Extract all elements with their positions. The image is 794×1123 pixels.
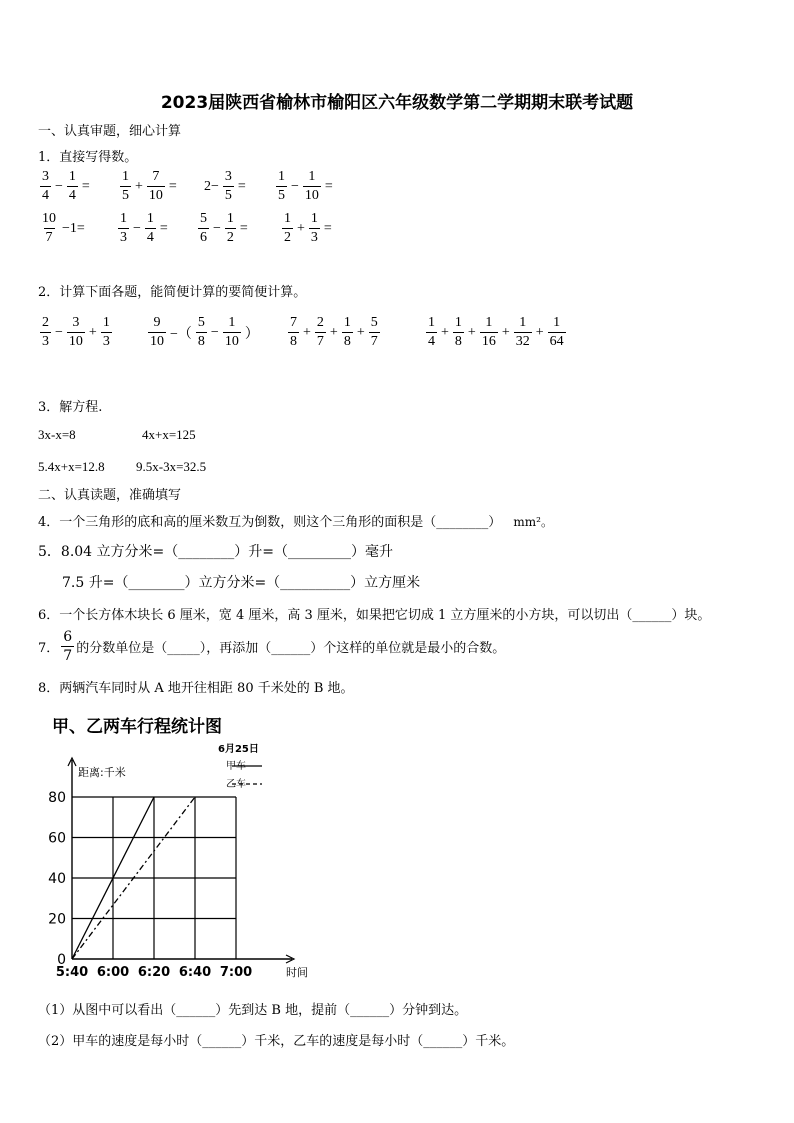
y-tick-label: 40 <box>48 871 66 887</box>
x-tick-label: 7:00 <box>219 965 253 980</box>
q1-expr-5: $\frac{10}{7}$ −1= <box>42 211 85 245</box>
q1-expr-6: $\frac{1}{3}$ − $\frac{1}{4}$ = <box>120 211 168 245</box>
page-title: 2023届陕西省榆林市榆阳区六年级数学第二学期期末联考试题 <box>160 93 634 113</box>
legend-label-a: 甲车 <box>226 761 246 772</box>
question-7-text: 的分数单位是（_____），再添加（______）个这样的单位就是最小的合数。 <box>76 641 506 656</box>
x-axis-label: 时间 <box>286 966 308 979</box>
x-tick-label: 6:20 <box>137 965 171 980</box>
plot-area <box>48 758 294 980</box>
question-3-label: 3．解方程. <box>38 400 103 415</box>
x-tick-label: 6:40 <box>178 965 212 980</box>
y-tick-label: 0 <box>57 952 66 968</box>
question-6: 6．一个长方体木块长 6 厘米，宽 4 厘米，高 3 厘米，如果把它切成 1 立方厘米的小方块，可以切出（______）块。 <box>38 608 711 623</box>
question-7-fraction: $\frac{6}{7}$ <box>63 629 73 664</box>
q1-expr-4: $\frac{1}{5}$ − $\frac{1}{10}$ = <box>278 169 333 203</box>
chart-date: 6月25日 <box>218 744 259 755</box>
question-4 <box>38 511 553 530</box>
question-4-unit: mm²。 <box>513 515 553 529</box>
q1-expr-1: $\frac{3}{4}$ − $\frac{1}{4}$ = <box>42 169 90 203</box>
question-1-label: 1．直接写得数。 <box>38 150 138 165</box>
equation-3: 5.4x+x=12.8 <box>38 459 105 474</box>
q2-expr-1: $\frac{2}{3}$ − $\frac{3}{10}$ + $\frac{1}{3}$ <box>42 315 110 349</box>
question-5-line-2: 7.5 升=（________）立方分米=（__________）立方厘米 <box>62 575 421 591</box>
equation-2: 4x+x=125 <box>142 427 196 442</box>
question-4-text: 4．一个三角形的底和高的厘米数互为倒数，则这个三角形的面积是（________） <box>38 515 502 530</box>
y-tick-label: 20 <box>48 911 66 928</box>
question-5-line-1: 5．8.04 立方分米=（________）升=（_________）毫升 <box>38 544 393 560</box>
travel-line-chart <box>30 708 330 990</box>
chart-title: 甲、乙两车行程统计图 <box>52 717 222 737</box>
equation-1: 3x-x=8 <box>38 427 76 442</box>
q1-expr-2: $\frac{1}{5}$ + $\frac{7}{10}$ = <box>122 169 177 203</box>
y-axis-label: 距离:千米 <box>78 766 126 779</box>
question-2-label: 2．计算下面各题，能简便计算的要简便计算。 <box>38 285 307 300</box>
q1-expr-7: $\frac{5}{6}$ − $\frac{1}{2}$ = <box>200 211 248 245</box>
x-tick-label: 5:40 <box>55 965 89 980</box>
sub-question-2: （2）甲车的速度是每小时（______）千米，乙车的速度是每小时（______）千米。 <box>38 1034 515 1049</box>
question-7 <box>38 630 505 663</box>
section-1-heading: 一、认真审题，细心计算 <box>38 124 182 139</box>
q1-expr-8: $\frac{1}{2}$ + $\frac{1}{3}$ = <box>284 211 332 245</box>
q2-expr-3: $\frac{7}{8}$ + $\frac{2}{7}$ + $\frac{1}{8}$ + $\frac{5}{7}$ <box>290 315 378 349</box>
section-2-heading: 二、认真读题，准确填写 <box>38 488 182 503</box>
q2-expr-2: $\frac{9}{10}$ −（ $\frac{5}{8}$ − $\frac{1}{10}$ ） <box>150 315 259 349</box>
question-8: 8．两辆汽车同时从 A 地开往相距 80 千米处的 B 地。 <box>38 681 354 696</box>
q2-expr-4: $\frac{1}{4}$ + $\frac{1}{8}$ + $\frac{1}{16}$ + $\frac{1}{32}$ + $\frac{1}{64}$ <box>428 315 564 349</box>
sub-question-1: （1）从图中可以看出（______）先到达 B 地，提前（______）分钟到达。 <box>38 1003 468 1018</box>
legend-label-b: 乙车 <box>226 779 246 790</box>
q1-expr-3: 2− $\frac{3}{5}$ = <box>204 169 246 203</box>
y-tick-label: 80 <box>48 790 66 806</box>
x-tick-label: 6:00 <box>96 965 130 980</box>
equation-4: 9.5x-3x=32.5 <box>136 459 207 474</box>
question-7-number: 7． <box>38 641 60 656</box>
y-tick-label: 60 <box>48 830 66 847</box>
